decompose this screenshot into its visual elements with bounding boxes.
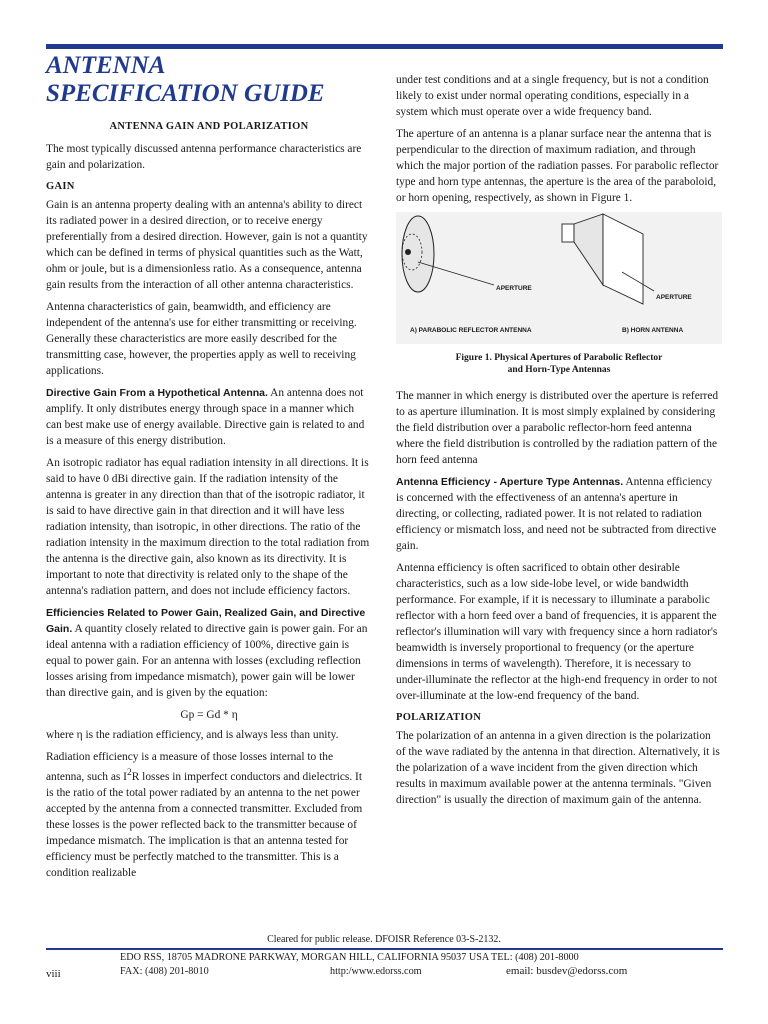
- aperture-b-label: APERTURE: [656, 294, 692, 301]
- aperture-a-label: APERTURE: [496, 285, 532, 292]
- efficiencies-heading: Efficiencies Related to Power Gain, Realized Gain, and Directive Gain.: [46, 607, 366, 635]
- top-rule: [46, 44, 723, 49]
- polarization-paragraph: The polarization of an antenna in a given direction is the polarization of the wave radiated by the antenna in that direction. Alternatively, it is the polarization of a wave incident from the given direction which results in maximum available power at the antenna terminals. "Given direction" is usually the direction of maximum gain of the antenna.: [396, 730, 720, 806]
- footer-fax: FAX: (408) 201-8010: [120, 966, 209, 977]
- illumination-paragraph: The manner in which energy is distributed over the aperture is referred to as aperture illumination. It is most simply explained by considering the field distribution over a parabolic reflector-horn feed antenna where the field distribution is controlled by the radiation pattern of the horn feed antenna: [396, 390, 719, 466]
- parabolic-caption-label: A) PARABOLIC REFLECTOR ANTENNA: [410, 327, 532, 334]
- isotropic-paragraph: An isotropic radiator has equal radiation intensity in all directions. It is said to have 0 dBi directive gain. If the radiation intensity of the antenna is greater in any direction than that of the isotropic radiator, it is said to have directive gain in that direction and it will have less radiation intensity, than isotropic, in other directions. The ratio of the radiation intensity in the maximum direction to the total radiation from the antenna is the directive gain, also known as its directivity. It is important to note that directivity is related only to the shape of the antenna's radiation pattern, and does not include efficiency factors.: [46, 457, 370, 597]
- right-column: [396, 72, 722, 814]
- page-title: [46, 52, 376, 108]
- title-line-1: ANTENNA: [46, 52, 166, 79]
- efficiencies-paragraph: [46, 605, 372, 701]
- gain-heading: GAIN: [46, 181, 75, 192]
- polarization-heading: POLARIZATION: [396, 712, 482, 723]
- gain-equation: Gp = Gd * η: [180, 709, 238, 721]
- footer-website-link[interactable]: http:/www.edorss.com: [330, 966, 422, 977]
- aperture-paragraph: The aperture of an antenna is a planar surface near the antenna that is perpendicular to the direction of maximum radiation, and through which the major portion of the radiation passes. For parabolic reflector type and horn type antennas, the aperture is the area of the paraboloid, or horn opening, respectively, as shown in Figure 1.: [396, 128, 719, 204]
- horn-caption-label: B) HORN ANTENNA: [622, 327, 684, 334]
- directive-gain-text: An antenna does not amplify. It only distributes energy through space in a manner which can best make use of energy available. Directive gain is related to and is a measure of this energy distribution.: [46, 387, 365, 447]
- clearance-note: Cleared for public release. DFOISR Reference 03-S-2132.: [267, 934, 501, 945]
- directive-gain-heading: Directive Gain From a Hypothetical Antenna.: [46, 387, 268, 399]
- aperture-efficiency-heading: Antenna Efficiency - Aperture Type Antennas.: [396, 476, 624, 488]
- left-column: [46, 119, 372, 887]
- footer-address: EDO RSS, 18705 MADRONE PARKWAY, MORGAN HILL, CALIFORNIA 95037 USA TEL: (408) 201-8000: [120, 952, 579, 963]
- directive-gain-paragraph: [46, 385, 372, 449]
- where-paragraph: where η is the radiation efficiency, and is always less than unity.: [46, 729, 339, 741]
- intro-paragraph: The most typically discussed antenna performance characteristics are gain and polarization.: [46, 143, 362, 171]
- aperture-efficiency-paragraph: [396, 474, 722, 554]
- figure-caption: Figure 1. Physical Apertures of Parabolic Reflector and Horn-Type Antennas: [455, 353, 663, 375]
- horn-feed-icon: [562, 224, 574, 242]
- gain-paragraph-2: Antenna characteristics of gain, beamwidth, and efficiency are independent of the antenna's use for either transmitting or receiving. Generally these characteristics are more easily described for the transmitting case, however, the properties apply as well to receiving applications.: [46, 301, 357, 377]
- footer-email-link[interactable]: email: busdev@edorss.com: [506, 965, 628, 977]
- efficiencies-text: A quantity closely related to directive gain is power gain. For an ideal antenna with a radiation efficiency of 100%, directive gain is equal to power gain. For an antenna with losses (excluding reflection losses arising from impedance mismatch), power gain will be lower than directive gain, and is given by the equation:: [46, 623, 368, 699]
- sacrifice-paragraph: Antenna efficiency is often sacrificed to obtain other desirable characteristics, such as a low side-lobe level, or wide bandwidth performance. For example, if it is necessary to illuminate a parabolic reflector with a horn feed over a band of frequencies, it is apparent the reflector's illumination will vary with frequency since a horn radiator's beamwidth is inversely proportional to frequency (or the aperture dimensions in terms of wavelength). Therefore, it is necessary to under-illuminate the reflector at the high-end frequency in order to not over-illuminate at the low-end frequency of the band.: [396, 562, 718, 702]
- superscript-2: 2: [126, 768, 132, 778]
- bottom-rule: [46, 948, 723, 950]
- title-line-2: SPECIFICATION GUIDE: [46, 80, 325, 107]
- aperture-efficiency-text: Antenna efficiency is concerned with the effectiveness of an antenna's aperture in directing, or collecting, radiated power. It is not related to radiation efficiency or mismatch loss, and need not be subtracted from directive gain.: [396, 476, 717, 552]
- feed-point-icon: [405, 249, 411, 255]
- radiation-efficiency-paragraph: Radiation efficiency is a measure of those losses internal to the antenna, such as $I^2R$ losses in imperfect conductors and dielectrics. It is the ratio of the total power radiated by an antenna to the net power accepted by the antenna from a connected transmitter. Excluded from these losses is the power reflected back to the transmitter because of impedance mismatch. The implication is that an antenna tested for efficiency must be perfectly matched to the transmitter. This is a condition realizable: [46, 751, 363, 879]
- section-heading: ANTENNA GAIN AND POLARIZATION: [109, 121, 309, 132]
- continued-paragraph: under test conditions and at a single frequency, but is not a condition likely to exist under normal operating conditions, especially in a system which must operate over a wide frequency band.: [396, 74, 709, 118]
- figure-1: [396, 212, 722, 344]
- gain-paragraph-1: Gain is an antenna property dealing with an antenna's ability to direct its radiated power in a desired direction, or to receive energy preferentially from a desired direction. However, gain is not a quantity which can be defined in terms of physical quantities such as the Watt, ohm or joule, but is a dimensionless ratio. As a consequence, antenna gain results from the interaction of all other antenna characteristics.: [46, 199, 368, 291]
- page-number: viii: [46, 968, 61, 980]
